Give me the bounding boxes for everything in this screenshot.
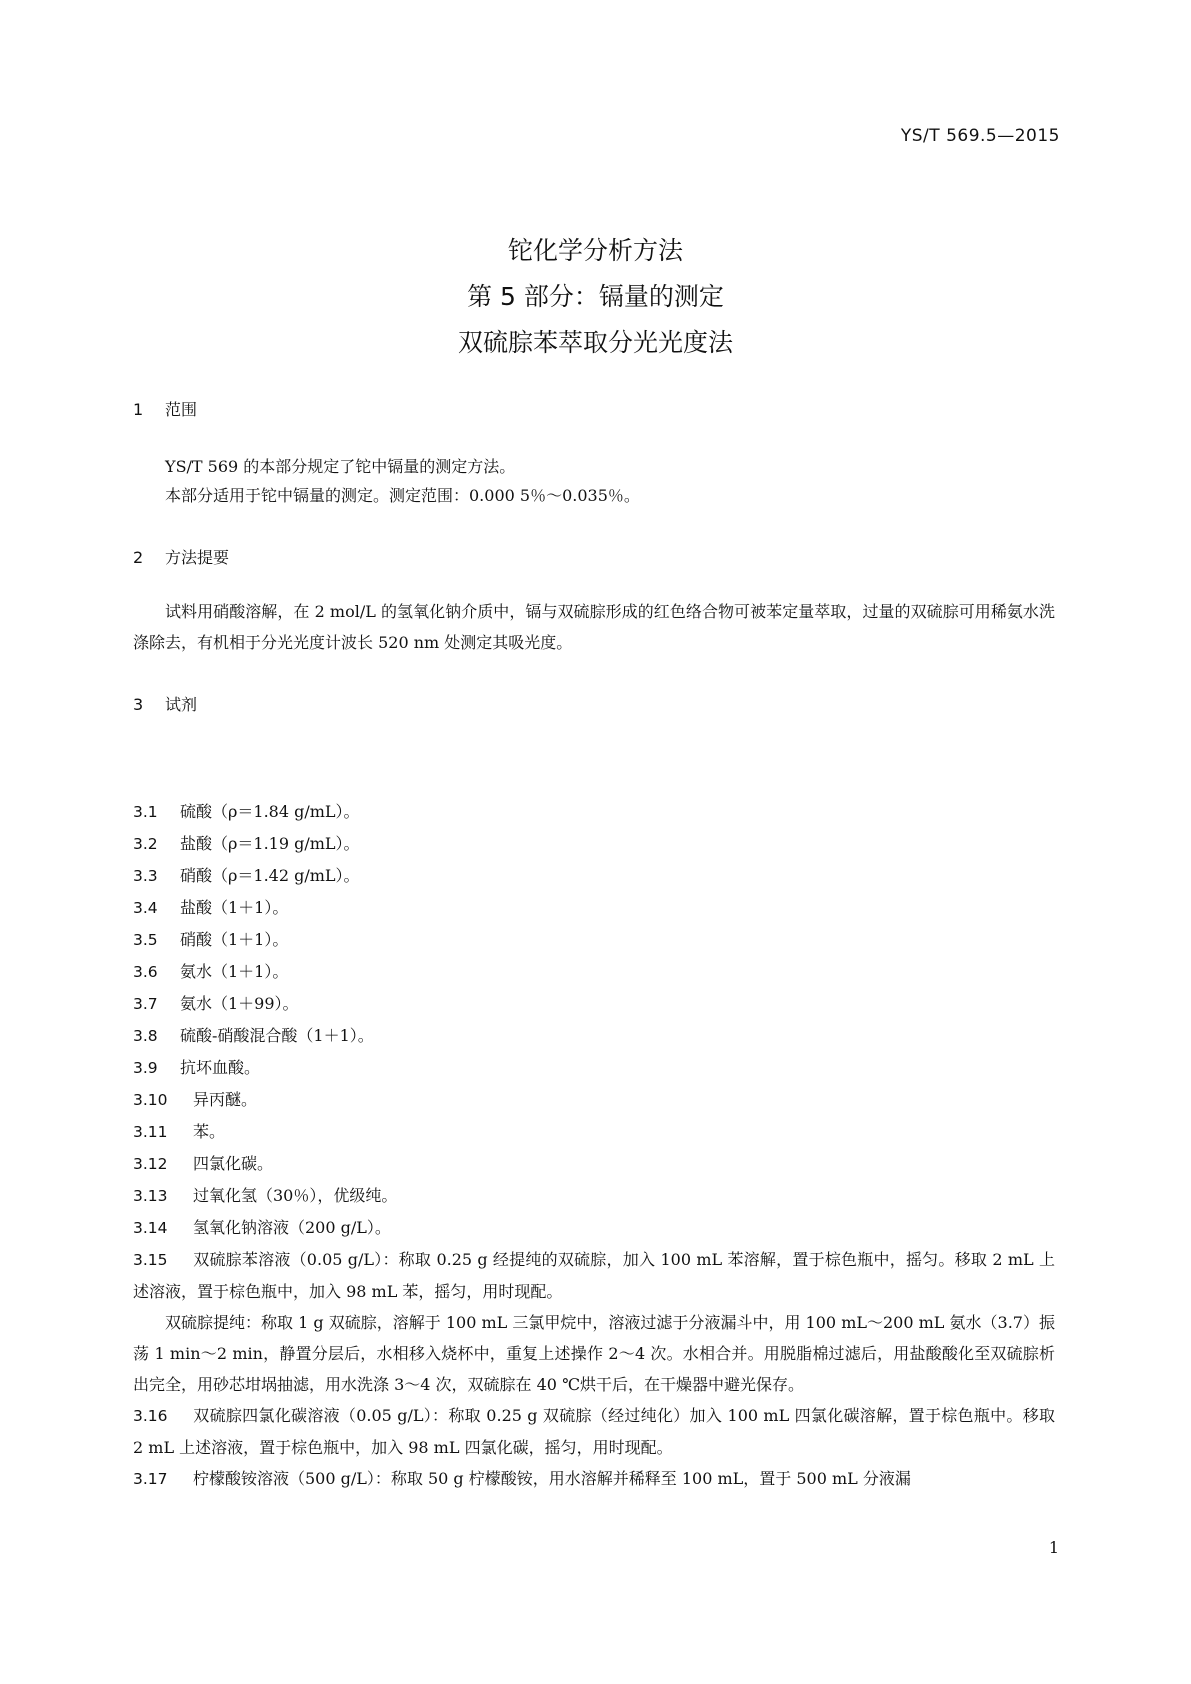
- item-text: 过氧化氢（30％），优级纯。: [193, 1186, 398, 1205]
- list-item: [133, 1244, 1055, 1307]
- item-number: 3.4: [133, 899, 158, 917]
- item-text: 盐酸（1＋1）。: [180, 898, 289, 917]
- section-number: 1: [133, 400, 144, 419]
- section-title: 范围: [165, 400, 198, 419]
- title-line-2: 第 5 部分：镉量的测定: [467, 282, 724, 311]
- item-text: 双硫腙四氯化碳溶液（0.05 g/L）：称取 0.25 g 双硫腙（经过纯化）加入 100 mL 四氯化碳溶解，置于棕色瓶中。移取 2 mL 上述溶液，置于棕色瓶中，加入 98 mL 四氯化碳，摇匀，用时现配。: [133, 1406, 1055, 1457]
- section-heading-reagents: [133, 692, 197, 715]
- item-text: 抗坏血酸。: [180, 1058, 261, 1077]
- list-item: [133, 1463, 1055, 1495]
- document-title: [0, 228, 1191, 366]
- item-text: 异丙醚。: [193, 1090, 258, 1109]
- list-item: [133, 1020, 1055, 1052]
- paragraph: 试料用硝酸溶解，在 2 mol/L 的氢氧化钠介质中，镉与双硫腙形成的红色络合物可被苯定量萃取，过量的双硫腙可用稀氨水洗涤除去，有机相于分光光度计波长 520 nm 处测定其吸光度。: [133, 602, 1055, 652]
- item-number: 3.5: [133, 931, 158, 949]
- list-item: [133, 1084, 1055, 1116]
- section-number: 2: [133, 548, 144, 567]
- list-item: [133, 956, 1055, 988]
- list-item: [133, 1052, 1055, 1084]
- item-text: 盐酸（ρ＝1.19 g/mL）。: [180, 834, 360, 853]
- paragraph: YS/T 569 的本部分规定了铊中镉量的测定方法。: [165, 457, 516, 476]
- item-number: 3.14: [133, 1219, 168, 1237]
- item-number: 3.2: [133, 835, 158, 853]
- reagent-list: [133, 796, 1055, 1495]
- list-item: [133, 1212, 1055, 1244]
- standard-number: YS/T 569.5—2015: [900, 126, 1060, 146]
- item-text: 硝酸（1＋1）。: [180, 930, 289, 949]
- item-text: 氢氧化钠溶液（200 g/L）。: [193, 1218, 391, 1237]
- item-text: 硫酸（ρ＝1.84 g/mL）。: [180, 802, 360, 821]
- item-number: 3.13: [133, 1187, 168, 1205]
- item-number: 3.3: [133, 867, 158, 885]
- item-text: 苯。: [193, 1122, 226, 1141]
- list-item: [133, 796, 1055, 828]
- item-text: 硫酸-硝酸混合酸（1＋1）。: [180, 1026, 374, 1045]
- section-heading-scope: [133, 397, 197, 420]
- item-number: 3.11: [133, 1123, 168, 1141]
- list-item: [133, 924, 1055, 956]
- item-text: 柠檬酸铵溶液（500 g/L）：称取 50 g 柠檬酸铵，用水溶解并稀释至 100 mL，置于 500 mL 分液漏: [193, 1469, 911, 1488]
- item-number: 3.15: [133, 1251, 168, 1269]
- item-number: 3.8: [133, 1027, 158, 1045]
- section-title: 试剂: [165, 695, 198, 714]
- list-item: [133, 828, 1055, 860]
- item-number: 3.1: [133, 803, 158, 821]
- item-number: 3.10: [133, 1091, 168, 1109]
- item-text: 四氯化碳。: [193, 1154, 274, 1173]
- list-item: [133, 1180, 1055, 1212]
- item-number: 3.17: [133, 1470, 168, 1488]
- item-number: 3.9: [133, 1059, 158, 1077]
- list-item: [133, 988, 1055, 1020]
- paragraph: 本部分适用于铊中镉量的测定。测定范围：0.000 5％～0.035％。: [165, 486, 640, 505]
- item-number: 3.12: [133, 1155, 168, 1173]
- page-number: 1: [1048, 1538, 1059, 1557]
- list-item: [133, 892, 1055, 924]
- item-text: 双硫腙苯溶液（0.05 g/L）：称取 0.25 g 经提纯的双硫腙，加入 100 mL 苯溶解，置于棕色瓶中，摇匀。移取 2 mL 上述溶液，置于棕色瓶中，加入 98 mL 苯，摇匀，用时现配。: [133, 1250, 1055, 1301]
- title-line-1: 铊化学分析方法: [507, 236, 683, 265]
- section-number: 3: [133, 695, 144, 714]
- list-item: [133, 860, 1055, 892]
- section-heading-method-summary: [133, 545, 229, 568]
- title-line-3: 双硫腙苯萃取分光光度法: [457, 328, 733, 357]
- item-text: 氨水（1＋1）。: [180, 962, 289, 981]
- list-item: [133, 1400, 1055, 1463]
- item-number: 3.6: [133, 963, 158, 981]
- item-text: 硝酸（ρ＝1.42 g/mL）。: [180, 866, 360, 885]
- item-number: 3.7: [133, 995, 158, 1013]
- item-text: 氨水（1＋99）。: [180, 994, 299, 1013]
- list-item: [133, 1148, 1055, 1180]
- item-text: 双硫腙提纯：称取 1 g 双硫腙，溶解于 100 mL 三氯甲烷中，溶液过滤于分液漏斗中，用 100 mL～200 mL 氨水（3.7）振荡 1 min～2 min，静置分层后，水相移入烧杯中，重复上述操作 2～4 次。水相合并。用脱脂棉过滤后，用盐酸酸化至双硫腙析出完全，用砂芯坩埚抽滤，用水洗涤 3～4 次，双硫腙在 40 ℃烘干后，在干燥器中避光保存。: [133, 1313, 1055, 1394]
- list-item-note: [133, 1307, 1055, 1400]
- item-number: 3.16: [133, 1407, 168, 1425]
- list-item: [133, 1116, 1055, 1148]
- section-title: 方法提要: [165, 548, 230, 567]
